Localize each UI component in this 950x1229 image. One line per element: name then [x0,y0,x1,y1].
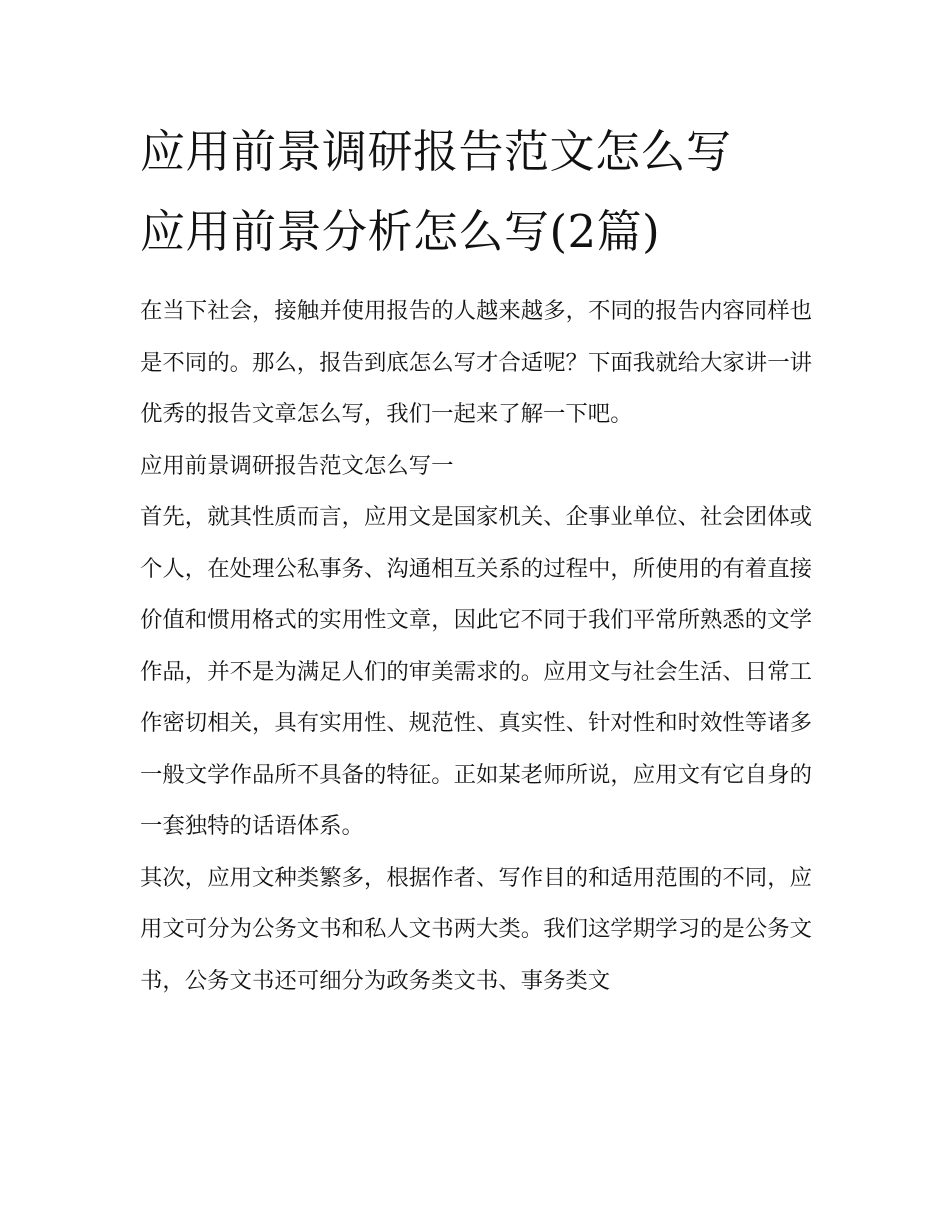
section-heading: 应用前景调研报告范文怎么写一 [140,452,454,479]
body-paragraph-2: 其次，应用文种类繁多，根据作者、写作目的和适用范围的不同，应用文可分为公务文书和私人文书两大类。我们这学期学习的是公务文书，公务文书还可细分为政务类文书、事务类文 [140,864,812,994]
title-line-1: 应用前景调研报告范文怎么写 [140,125,732,178]
intro-paragraph: 在当下社会，接触并使用报告的人越来越多，不同的报告内容同样也是不同的。那么，报告到底怎么写才合适呢？下面我就给大家讲一讲优秀的报告文章怎么写，我们一起来了解一下吧。 [140,298,812,427]
title-line-2: 应用前景分析怎么写(2篇) [140,205,661,258]
document-page [140,112,812,1007]
body-paragraph-1: 首先，就其性质而言，应用文是国家机关、企事业单位、社会团体或个人，在处理公私事务、沟通相互关系的过程中，所使用的有着直接价值和惯用格式的实用性文章，因此它不同于我们平常所熟悉的文学作品，并不是为满足人们的审美需求的。应用文与社会生活、日常工作密切相关，具有实用性、规范性、真实性、针对性和时效性等诸多一般文学作品所不具备的特征。正如某老师所说，应用文有它自身的一套独特的话语体系。 [140,504,812,839]
document-title [140,112,812,272]
